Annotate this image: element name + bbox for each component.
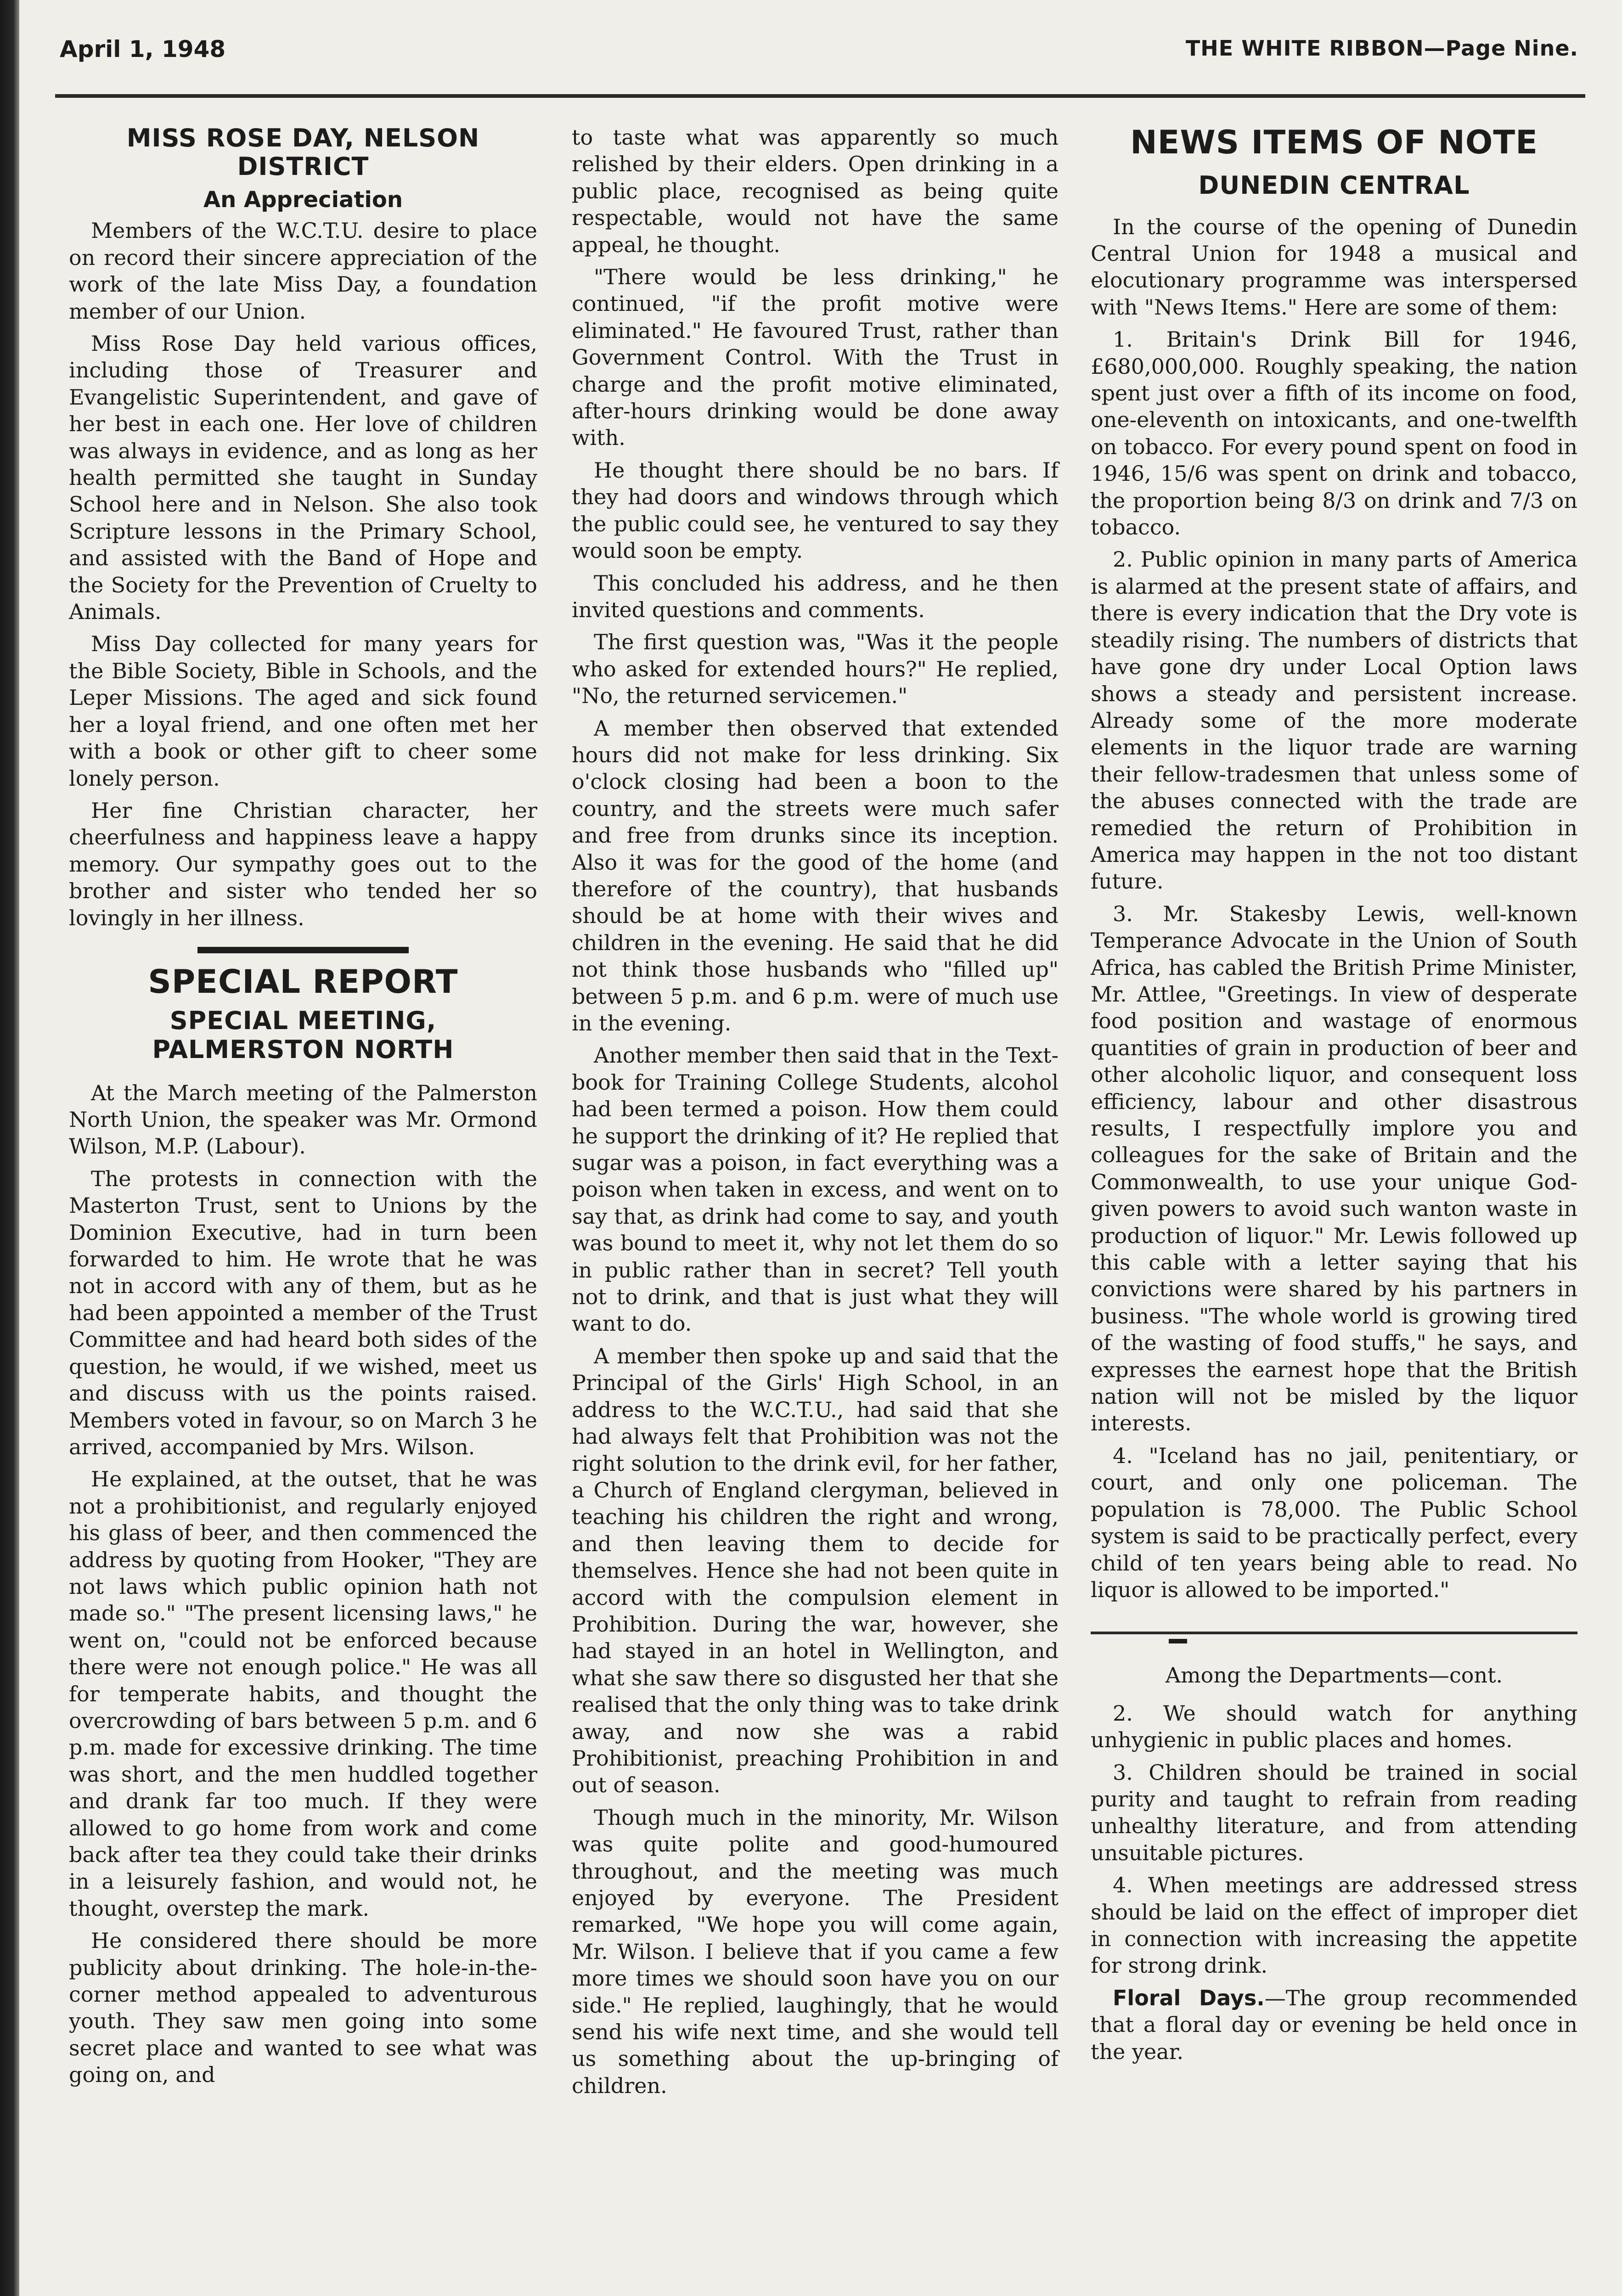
article-news-items	[1091, 124, 1577, 1603]
paragraph: Her fine Christian character, her cheerfulness and happiness leave a happy memory. Our sympathy goes out to the brother and sister who tended her so lovingly in her illness.	[69, 798, 537, 930]
page-header	[60, 36, 1578, 73]
column-right	[1091, 124, 1577, 2071]
paragraph: In the course of the opening of Dunedin Central Union for 1948 a musical and elocutionary programme was interspersed with "News Items." Here are some of them:	[1091, 214, 1577, 320]
paragraph: A member then spoke up and said that the Principal of the Girls' High School, in an address to the W.C.T.U., had said that she had always felt that Prohibition was not the right solution to the drink evil, for her father, a Church of England clergyman, believed in teaching his children the right and wrong, and then leaving them to decide for themselves. Hence she had not been quite in accord with the compulsion element in Prohibition. During the war, however, she had stayed in an hotel in Wellington, and what she saw there so disgusted her that she realised that the only thing was to take drink away, and now she was a rabid Prohibitionist, preaching Prohibition in and out of season.	[572, 1343, 1059, 1798]
paragraph: Miss Rose Day held various offices, including those of Treasurer and Evangelistic Superintendent, and gave of her best in each one. Her love of children was always in evidence, and as long as her health permitted she taught in Sunday School here and in Nelson. She also took Scripture lessons in the Primary School, and assisted with the Band of Hope and the Society for the Prevention of Cruelty to Animals.	[69, 331, 537, 625]
paragraph: Miss Day collected for many years for the Bible Society, Bible in Schools, and the Leper Missions. The aged and sick found her a loyal friend, and one often met her with a book or other gift to cheer some lonely person.	[69, 631, 537, 791]
paragraph: Though much in the minority, Mr. Wilson was quite polite and good-humoured throughout, and the meeting was much enjoyed by everyone. The President remarked, "We hope you will come again, Mr. Wilson. I believe that if you came a few more times we should soon have you on our side." He replied, laughingly, that he would send his wife next time, and she would tell us something about the up-bringing of children.	[572, 1805, 1059, 2098]
article-title: SPECIAL REPORT	[148, 962, 458, 1001]
paragraph: "There would be less drinking," he continued, "if the profit motive were eliminated." He favoured Trust, rather than Government Control. With the Trust in charge and the profit motive eliminated, after-hours drinking would be done away with.	[572, 264, 1059, 450]
paragraph: This concluded his address, and he then invited questions and comments.	[572, 570, 1059, 622]
paragraph: 2. We should watch for anything unhygienic in public places and homes.	[1091, 1700, 1577, 1753]
paragraph: 1. Britain's Drink Bill for 1946, £680,000,000. Roughly speaking, the nation spent just over a fifth of its income on food, one-eleventh on intoxicants, and one-twelfth on tobacco. For every pound spent on food in 1946, 15/6 was spent on drink and tobacco, the proportion being 8/3 on drink and 7/3 on tobacco.	[1091, 327, 1577, 540]
column-left	[69, 124, 537, 2094]
paragraph: The protests in connection with the Masterton Trust, sent to Unions by the Dominion Executive, had in turn been forwarded to him. He wrote that he was not in accord with any of them, but as he had been appointed a member of the Trust Committee and had heard both sides of the question, he would, if we wished, meet us and discuss with us the points raised. Members voted in favour, so on March 3 he arrived, accompanied by Mrs. Wilson.	[69, 1166, 537, 1459]
paragraph: 2. Public opinion in many parts of America is alarmed at the present state of affairs, and there is every indication that the Dry vote is steadily rising. The numbers of districts that have gone dry under Local Option laws shows a steady and persistent increase. Already some of the more moderate elements in the liquor trade are warning their fellow-tradesmen that unless some of the abuses connected with the trade are remedied the return of Prohibition in America may happen in the not too distant future.	[1091, 547, 1577, 894]
scan-edge	[0, 0, 19, 2296]
article-title: MISS ROSE DAY, NELSON	[126, 124, 480, 152]
divider-mark	[1169, 1639, 1187, 1643]
paragraph: The first question was, "Was it the people who asked for extended hours?" He replied, "No, the returned servicemen."	[572, 630, 1059, 709]
section-divider	[1091, 1632, 1577, 1634]
paragraph: to taste what was apparently so much relished by their elders. Open drinking in a public place, recognised as being quite respectable, would not have the same appeal, he thought.	[572, 125, 1059, 257]
article-special-report	[69, 963, 537, 2088]
issue-date: April 1, 1948	[60, 36, 226, 62]
paragraph: 4. "Iceland has no jail, penitentiary, or court, and only one policeman. The population is 78,000. The Public School system is said to be practically perfect, every child of ten years being able to read. No liquor is allowed to be imported."	[1091, 1443, 1577, 1602]
header-rule	[55, 94, 1585, 98]
paragraph: He thought there should be no bars. If they had doors and windows through which the public could see, he ventured to say they would soon be empty.	[572, 457, 1059, 563]
paragraph: Members of the W.C.T.U. desire to place on record their sincere appreciation of the work of the late Miss Day, a foundation member of our Union.	[69, 218, 537, 324]
lead-in: Floral Days.	[1113, 1985, 1265, 2010]
paragraph: 3. Children should be trained in social purity and taught to refrain from reading unhealthy literature, and from attending unsuitable pictures.	[1091, 1760, 1577, 1865]
paragraph: He considered there should be more publicity about drinking. The hole-in-the-corner method appealed to adventurous youth. They saw men going into some secret place and wanted to see what was going on, and	[69, 1928, 537, 2088]
column-middle	[572, 124, 1059, 2105]
article-subtitle-line2: PALMERSTON NORTH	[152, 1035, 454, 1064]
article-heading: Among the Departments—cont.	[1165, 1663, 1503, 1688]
publication-title: THE WHITE RIBBON—Page Nine.	[1185, 36, 1578, 61]
article-title: NEWS ITEMS OF NOTE	[1130, 124, 1538, 161]
paragraph: 3. Mr. Stakesby Lewis, well-known Temperance Advocate in the Union of South Africa, has cabled the British Prime Minister, Mr. Attlee, "Greetings. In view of desperate food position and wastage of enormous quantities of grain in production of beer and other alcoholic liquor, and consequent loss efficiency, labour and other disastrous results, I respectfully implore you and colleagues for the sake of Britain and the Commonwealth, to use your unique God-given powers to avoid such wanton waste in production of liquor." Mr. Lewis followed up this cable with a letter saying that his convictions were shared by his partners in business. "The whole world is growing tired of the wasting of food stuffs," he says, and expresses the earnest hope that the British nation will not be misled by the liquor interests.	[1091, 901, 1577, 1436]
article-title-line2: DISTRICT	[237, 152, 369, 181]
article-rose-day	[69, 124, 537, 931]
article-subtitle: DUNEDIN CENTRAL	[1198, 170, 1470, 200]
paragraph: At the March meeting of the Palmerston North Union, the speaker was Mr. Ormond Wilson, M.P. (Labour).	[69, 1080, 537, 1159]
article-departments	[1091, 1662, 1577, 2065]
section-divider	[197, 947, 409, 953]
paragraph: Another member then said that in the Text-book for Training College Students, alcohol had been termed a poison. How them could he support the drinking of it? He replied that sugar was a poison, in fact everything was a poison when taken in excess, and went on to say that, as drink had come to say, and youth was bound to meet it, why not let them do so in public rather than in secret? Tell youth not to drink, and that is just what they will want to do.	[572, 1043, 1059, 1336]
article-subtitle: SPECIAL MEETING,	[169, 1006, 437, 1035]
paragraph-floral-days	[1091, 1985, 1577, 2065]
paragraph: A member then observed that extended hours did not make for less drinking. Six o'clock closing had been a boon to the country, and the streets were much safer and free from drunks since its inception. Also it was for the good of the home (and therefore of the country), that husbands should be at home with their wives and children in the evening. He said that he did not think those husbands who "filled up" between 5 p.m. and 6 p.m. were of much use in the evening.	[572, 715, 1059, 1035]
paragraph: He explained, at the outset, that he was not a prohibitionist, and regularly enjoyed his glass of beer, and then commenced the address by quoting from Hooker, "They are not laws which public opinion hath not made so." "The present licensing laws," he went on, "could not be enforced because there were not enough police." He was all for temperate habits, and thought the overcrowding of bars between 5 p.m. and 6 p.m. made for excessive drinking. The time was short, and the men huddled together and drank far too much. If they were allowed to go home from work and come back after tea they could take their drinks in a leisurely fashion, and would not, he thought, overstep the mark.	[69, 1467, 537, 1921]
article-subtitle: An Appreciation	[203, 187, 403, 213]
lead-text: —The group recommended that a floral day or evening be held once in the year.	[1091, 1985, 1577, 2064]
paragraph: 4. When meetings are addressed stress should be laid on the effect of improper diet in connection with increasing the appetite for strong drink.	[1091, 1873, 1577, 1978]
